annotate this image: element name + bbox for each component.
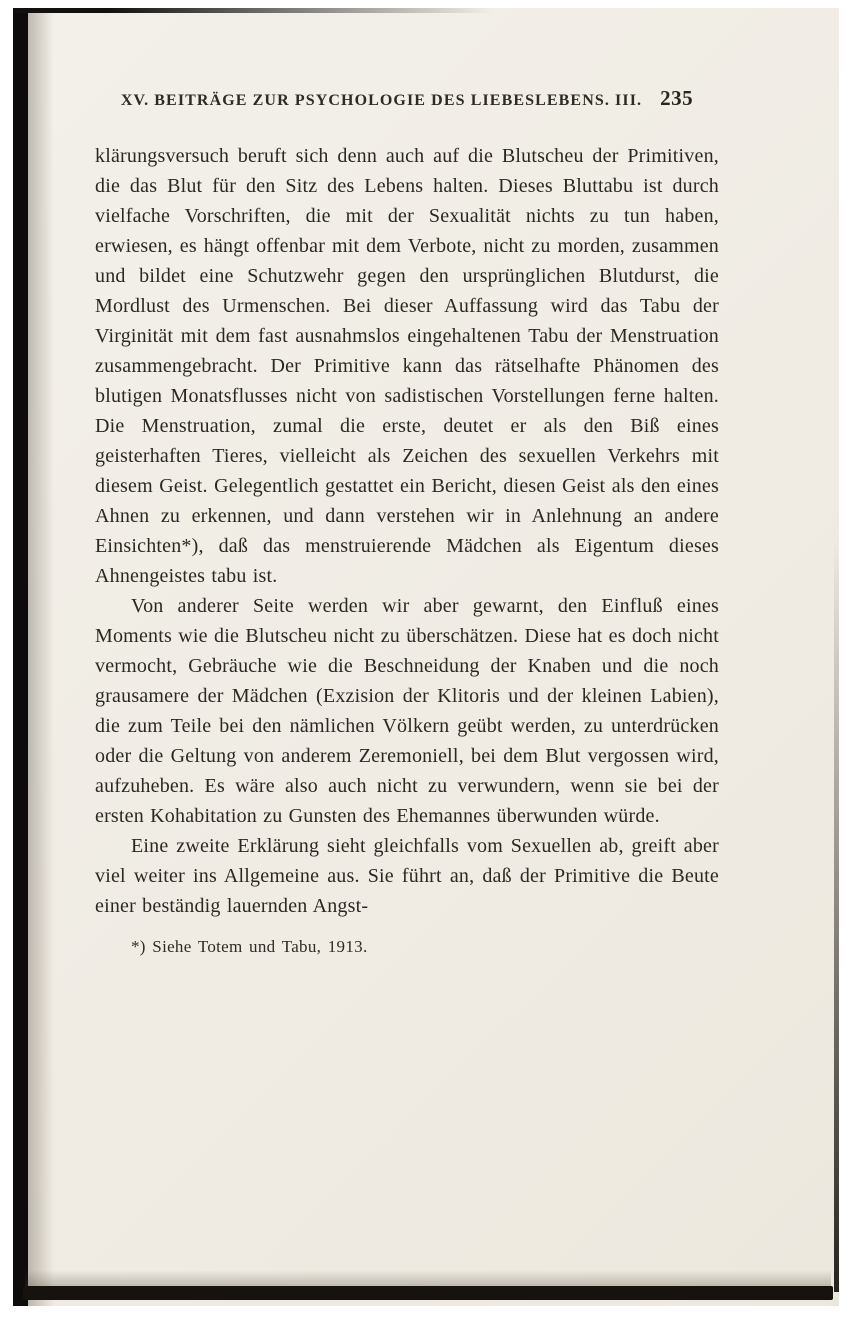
page-number: 235 bbox=[660, 86, 694, 110]
scan-edge-left bbox=[13, 8, 28, 1306]
scan-edge-right bbox=[834, 539, 839, 1292]
running-header-title: XV. BEITRÄGE ZUR PSYCHOLOGIE DES LIEBESLEBENS. III. bbox=[120, 92, 643, 109]
paragraph: klärungsversuch beruft sich denn auch auf die Blutscheu der Primitiven, die das Blut für den Sitz des Lebens halten. Dieses Bluttabu ist durch vielfache Vorschriften, die mit der Sexualität nichts zu tun haben, erwiesen, es hängt offenbar mit dem Verbote, nicht zu morden, zusammen und bildet eine Schutzwehr gegen den ursprünglichen Blutdurst, die Mordlust des Urmenschen. Bei dieser Auffassung wird das Tabu der Virginität mit dem fast ausnahmslos eingehaltenen Tabu der Menstruation zusammengebracht. Der Primitive kann das rätselhafte Phänomen des blutigen Monatsflusses nicht von sadistischen Vorstellungen ferne halten. Die Menstruation, zumal die erste, deutet er als den Biß eines geisterhaften Tieres, vielleicht als Zeichen des sexuellen Verkehrs mit diesem Geist. Gelegentlich gestattet ein Bericht, diesen Geist als den eines Ahnen zu erkennen, und dann verstehen wir in Anlehnung an andere Einsichten*), daß das menstruierende Mädchen als Eigentum dieses Ahnengeistes tabu ist. bbox=[95, 145, 719, 587]
page-content bbox=[95, 86, 719, 957]
paragraph: Eine zweite Erklärung sieht gleichfalls vom Sexuellen ab, greift aber viel weiter ins Allgemeine aus. Sie führt an, daß der Primitive die Beute einer beständig lauernden Angst- bbox=[95, 835, 719, 917]
scan-edge-bottom-shadow bbox=[25, 1270, 831, 1286]
footnote: *) Siehe Totem und Tabu, 1913. bbox=[131, 937, 368, 956]
paragraph: Von anderer Seite werden wir aber gewarnt, den Einfluß eines Moments wie die Blutscheu nicht zu überschätzen. Diese hat es doch nicht vermocht, Gebräuche wie die Beschneidung der Knaben und die noch grausamere der Mädchen (Exzision der Klitoris und der kleinen Labien), die zum Teile bei den nämlichen Völkern geübt werden, zu unterdrücken oder die Geltung von anderem Zeremoniell, bei dem Blut vergossen wird, aufzuheben. Es wäre also auch nicht zu verwundern, wenn sie bei der ersten Kohabitation zu Gunsten des Ehemannes überwunden würde. bbox=[95, 595, 719, 827]
page-scan-surface bbox=[13, 8, 839, 1306]
running-header bbox=[95, 86, 719, 111]
body-text bbox=[95, 141, 719, 921]
scan-edge-bottom bbox=[23, 1286, 833, 1300]
scan-edge-left-shadow bbox=[28, 8, 54, 1306]
scan-edge-top bbox=[13, 8, 492, 13]
